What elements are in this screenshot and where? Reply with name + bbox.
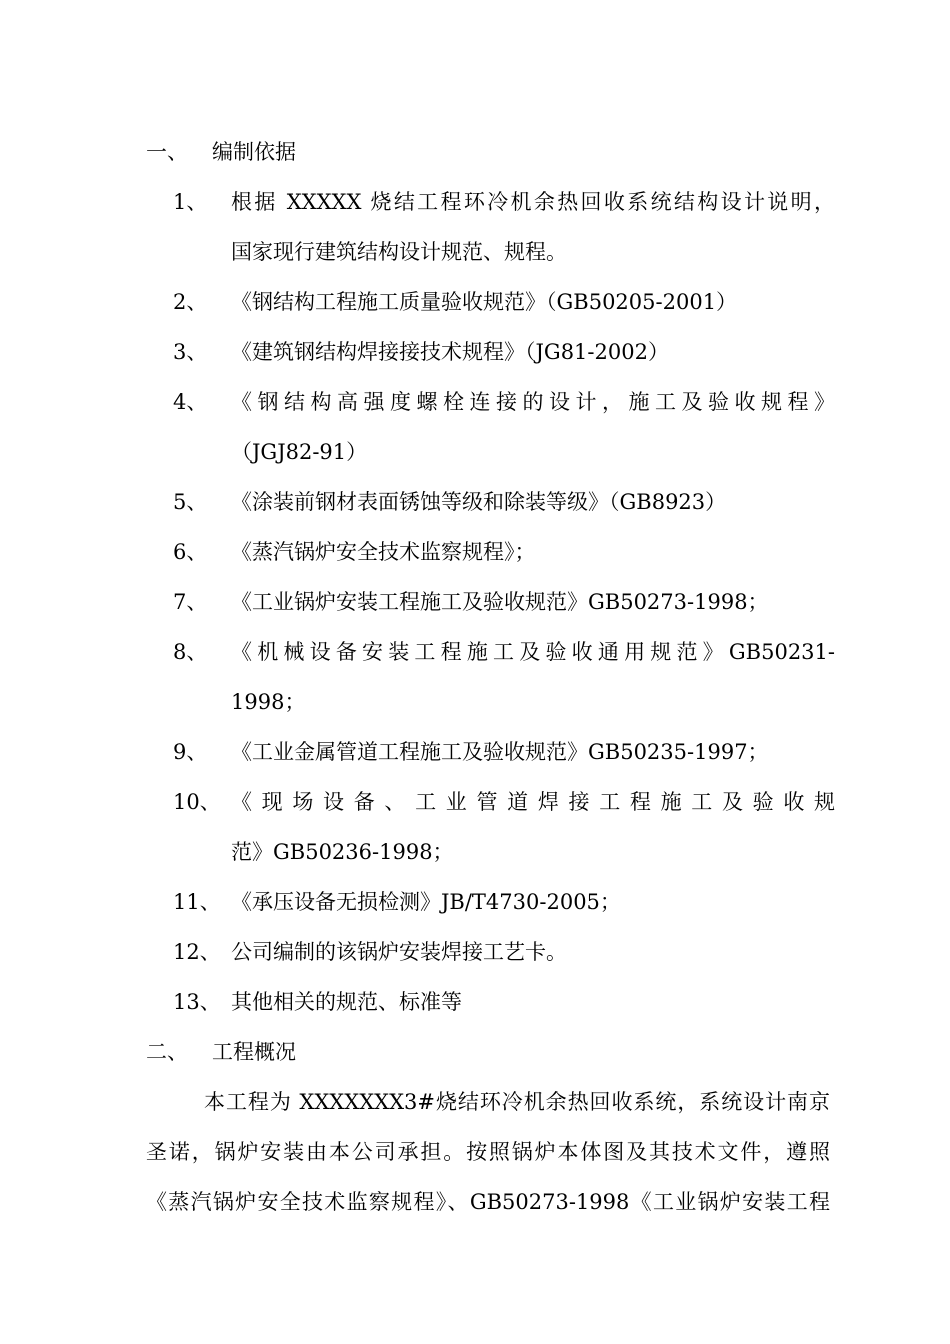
section-title: 工程概况 bbox=[212, 1040, 296, 1064]
item-number: 8、 bbox=[173, 640, 208, 664]
paragraph-line bbox=[146, 1137, 830, 1167]
item-number: 13、 bbox=[173, 990, 221, 1014]
paragraph-line bbox=[204, 1087, 830, 1117]
item-number: 7、 bbox=[173, 590, 208, 614]
item-number: 6、 bbox=[173, 540, 208, 564]
item-text: 《工业金属管道工程施工及验收规范》GB50235-1997； bbox=[231, 740, 769, 764]
item-text: 《钢结构高强度螺栓连接的设计，施工及验收规程》 bbox=[231, 390, 835, 414]
item-number: 5、 bbox=[173, 490, 208, 514]
item-number: 12、 bbox=[173, 940, 221, 964]
item-text: 《涂装前钢材表面锈蚀等级和除装等级》（GB8923） bbox=[231, 490, 727, 514]
item-number: 10、 bbox=[173, 790, 221, 814]
item-text: 《承压设备无损检测》JB/T4730-2005； bbox=[231, 890, 621, 914]
item-text: 《工业锅炉安装工程施工及验收规范》GB50273-1998； bbox=[231, 590, 769, 614]
paragraph-line bbox=[146, 1187, 830, 1217]
section-title: 编制依据 bbox=[212, 140, 296, 164]
section-number: 一、 bbox=[146, 140, 188, 164]
item-text: 公司编制的该锅炉安装焊接工艺卡。 bbox=[231, 940, 567, 964]
item-text: （JGJ82-91） bbox=[231, 440, 368, 464]
item-number: 11、 bbox=[173, 890, 221, 914]
section-number: 二、 bbox=[146, 1040, 188, 1064]
item-text: 《建筑钢结构焊接接技术规程》（JG81-2002） bbox=[231, 340, 669, 364]
item-text: 范》GB50236-1998； bbox=[231, 840, 454, 864]
item-text: 《蒸汽锅炉安全技术监察规程》； bbox=[231, 540, 536, 564]
item-number: 2、 bbox=[173, 290, 208, 314]
item-text: 《钢结构工程施工质量验收规范》（GB50205-2001） bbox=[231, 290, 738, 314]
item-number: 1、 bbox=[173, 190, 208, 214]
item-number: 3、 bbox=[173, 340, 208, 364]
paragraph-text: 圣诺，锅炉安装由本公司承担。按照锅炉本体图及其技术文件，遵照 bbox=[146, 1140, 830, 1164]
item-text: 《机械设备安装工程施工及验收通用规范》GB50231- bbox=[231, 640, 835, 664]
item-number: 9、 bbox=[173, 740, 208, 764]
item-number: 4、 bbox=[173, 390, 208, 414]
item-text: 根据 XXXXX 烧结工程环冷机余热回收系统结构设计说明， bbox=[231, 190, 835, 214]
item-text: 《现场设备、工业管道焊接工程施工及验收规 bbox=[231, 790, 835, 814]
item-text: 其他相关的规范、标准等 bbox=[231, 990, 462, 1014]
item-text: 1998； bbox=[231, 690, 306, 714]
paragraph-text: 本工程为 XXXXXXX3#烧结环冷机余热回收系统，系统设计南京 bbox=[204, 1090, 830, 1114]
item-text: 国家现行建筑结构设计规范、规程。 bbox=[231, 240, 567, 264]
paragraph-text: 《蒸汽锅炉安全技术监察规程》、GB50273-1998《工业锅炉安装工程 bbox=[146, 1190, 830, 1214]
